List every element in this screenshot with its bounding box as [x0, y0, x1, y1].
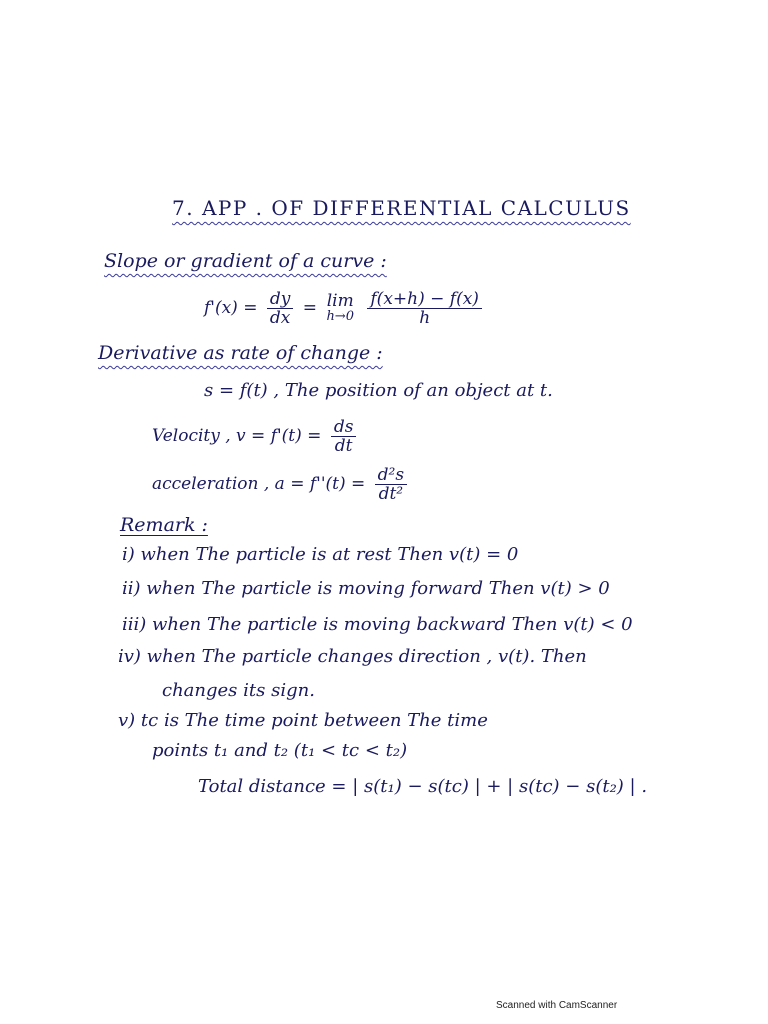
page-title: 7. APP . OF DIFFERENTIAL CALCULUS: [172, 196, 631, 220]
remark-item: i) when The particle is at rest Then v(t) = 0: [122, 544, 519, 565]
difference-numerator: f(x+h) − f(x): [367, 290, 482, 309]
dt2-denominator: dt²: [378, 484, 404, 504]
slope-equals: =: [302, 298, 318, 318]
d2s-dt2-fraction: [375, 466, 407, 503]
position-line: s = f(t) , The position of an object at t.: [204, 380, 553, 401]
slope-lhs: f'(x) =: [204, 298, 258, 318]
remark-item: v) tc is The time point between The time: [118, 710, 488, 731]
derivative-heading: Derivative as rate of change :: [98, 342, 383, 364]
slope-formula: [204, 290, 486, 327]
ds-dt-fraction: [331, 418, 357, 455]
acceleration-lhs: acceleration , a = f''(t) =: [152, 474, 366, 494]
remark-item: iv) when The particle changes direction , v(t). Then: [118, 646, 587, 667]
dy-numerator: dy: [267, 290, 294, 309]
remark-item: changes its sign.: [162, 680, 315, 701]
dx-denominator: dx: [269, 308, 291, 328]
acceleration-line: [152, 466, 411, 503]
ds-numerator: ds: [331, 418, 357, 437]
scanner-watermark: Scanned with CamScanner: [496, 1000, 618, 1011]
lim-label: lim: [326, 290, 354, 311]
slope-heading: Slope or gradient of a curve :: [104, 250, 387, 272]
remark-item: iii) when The particle is moving backward Then v(t) < 0: [122, 614, 633, 635]
total-distance: Total distance = | s(t₁) − s(tc) | + | s(tc) − s(t₂) | .: [198, 776, 648, 797]
velocity-line: [152, 418, 360, 455]
lim-subscript: h→0: [326, 308, 354, 324]
difference-denominator: h: [419, 308, 431, 328]
dt-denominator: dt: [334, 436, 353, 456]
remark-heading: Remark :: [120, 514, 208, 536]
d2s-numerator: d²s: [375, 466, 407, 485]
dy-dx-fraction: [267, 290, 294, 327]
remark-item: ii) when The particle is moving forward Then v(t) > 0: [122, 578, 610, 599]
remark-item: points t₁ and t₂ (t₁ < tc < t₂): [152, 740, 408, 761]
limit: [326, 290, 354, 325]
difference-quotient: [367, 290, 482, 327]
velocity-lhs: Velocity , v = f'(t) =: [152, 426, 322, 446]
